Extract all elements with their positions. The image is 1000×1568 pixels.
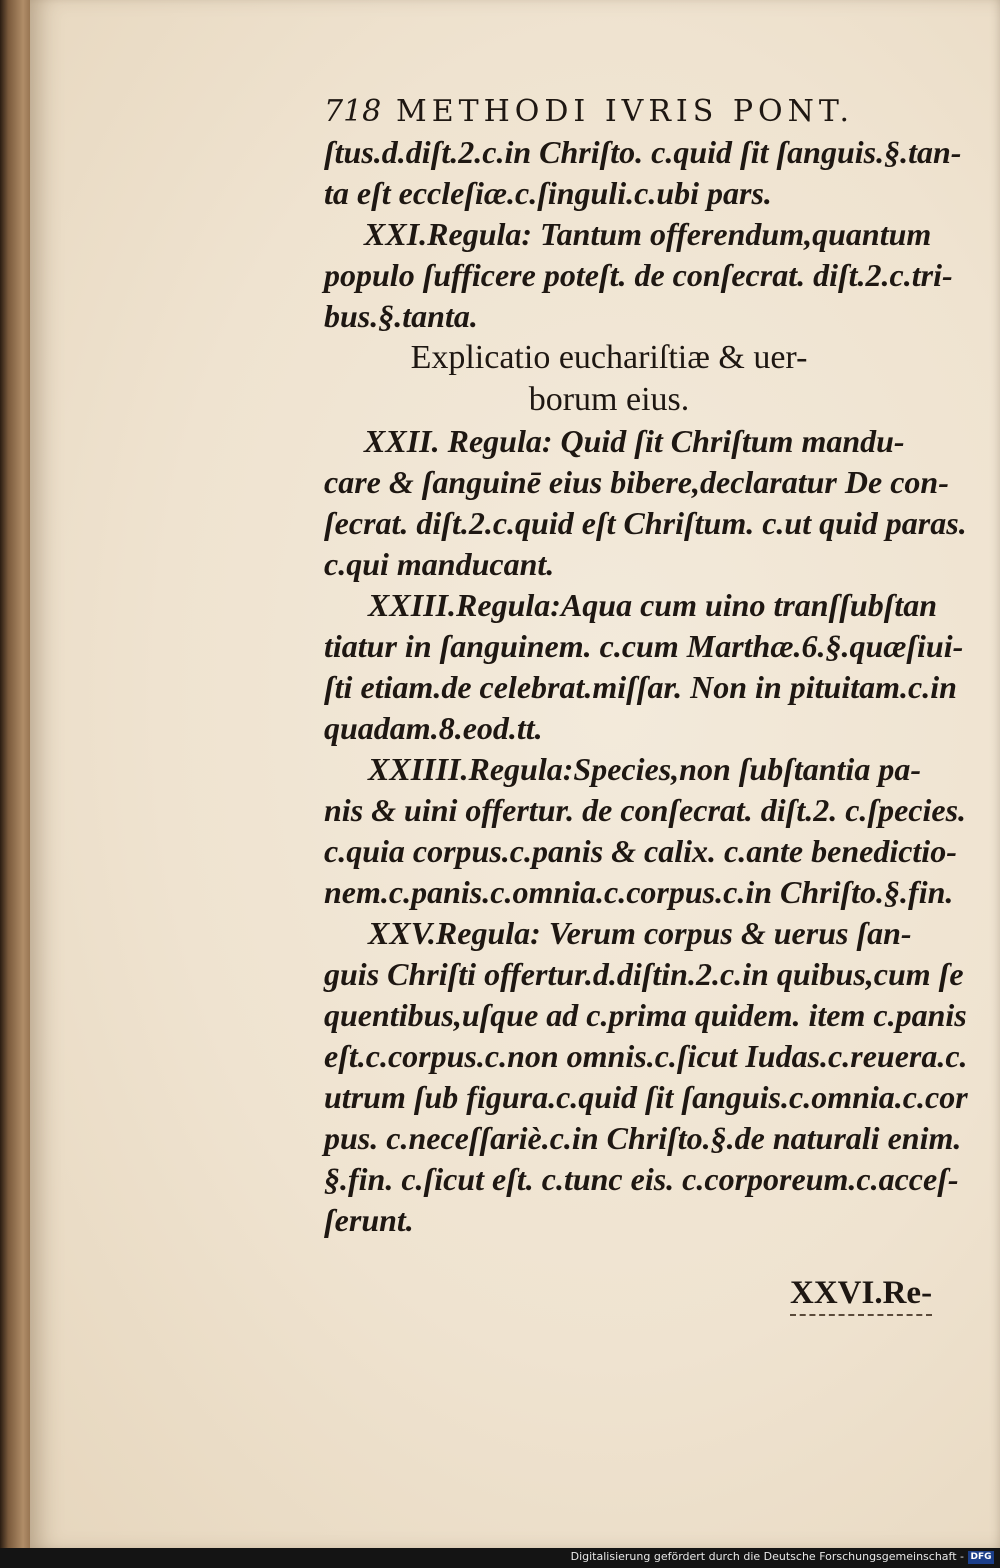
text-line: eſt.c.corpus.c.non omnis.c.ſicut Iudas.c.reuera.c. xyxy=(324,1038,968,1074)
text-line: guis Chriſti offertur.d.diſtin.2.c.in quibus,cum ſe xyxy=(324,956,964,992)
text-line: §.fin. c.ſicut eſt. c.tunc eis. c.corporeum.c.acceſ- xyxy=(324,1161,959,1197)
catchword: XXVI.Re- xyxy=(790,1275,932,1316)
rule-line: XXV.Regula: Verum corpus & uerus ſan- xyxy=(368,915,912,951)
page-text xyxy=(324,80,968,1241)
text-line: ſerunt. xyxy=(324,1202,414,1238)
running-header xyxy=(324,80,894,132)
rule-line: XXIII.Regula:Aqua cum uino tranſſubſtan xyxy=(368,587,938,623)
text-line: quentibus,uſque ad c.prima quidem. item c.panis xyxy=(324,997,967,1033)
text-line: quadam.8.eod.tt. xyxy=(324,710,543,746)
text-line: nis & uini offertur. de conſecrat. diſt.2. c.ſpecies. xyxy=(324,792,967,828)
text-line: pus. c.neceſſariè.c.in Chriſto.§.de naturali enim. xyxy=(324,1120,962,1156)
text-line: bus.§.tanta. xyxy=(324,298,478,334)
rule-line: XXII. Regula: Quid ſit Chriſtum mandu- xyxy=(364,423,905,459)
text-line: c.qui manducant. xyxy=(324,546,555,582)
text-line: ſti etiam.de celebrat.miſſar. Non in pituitam.c.in xyxy=(324,669,957,705)
dfg-logo: DFG xyxy=(968,1551,994,1564)
rule-line: XXI.Regula: Tantum offerendum,quantum xyxy=(364,216,932,252)
text-line: populo ſufficere poteſt. de conſecrat. diſt.2.c.tri- xyxy=(324,257,953,293)
text-line: tiatur in ſanguinem. c.cum Marthæ.6.§.quæſiui- xyxy=(324,628,964,664)
text-line: ſtus.d.diſt.2.c.in Chriſto. c.quid ſit ſanguis.§.tan- xyxy=(324,134,962,170)
section-heading-line: borum eius. xyxy=(528,381,690,418)
text-line: ſecrat. diſt.2.c.quid eſt Chriſtum. c.ut quid paras. xyxy=(324,505,967,541)
section-heading-line: Explicatio euchariſtiæ & uer- xyxy=(410,339,808,376)
text-line: care & ſanguinē eius bibere,declaratur De con- xyxy=(324,464,949,500)
page-number: 718 xyxy=(324,94,382,129)
footer-credit: Digitalisierung gefördert durch die Deutsche Forschungsgemeinschaft - xyxy=(570,1550,964,1563)
text-line: nem.c.panis.c.omnia.c.corpus.c.in Chriſto.§.fin. xyxy=(324,874,954,910)
running-title: METHODI IVRIS PONT. xyxy=(396,94,855,129)
text-line: utrum ſub figura.c.quid ſit ſanguis.c.omnia.c.cor xyxy=(324,1079,968,1115)
rule-line: XXIIII.Regula:Species,non ſubſtantia pa- xyxy=(368,751,921,787)
text-line: ta eſt eccleſiæ.c.ſinguli.c.ubi pars. xyxy=(324,175,772,211)
text-line: c.quia corpus.c.panis & calix. c.ante benedictio- xyxy=(324,833,957,869)
